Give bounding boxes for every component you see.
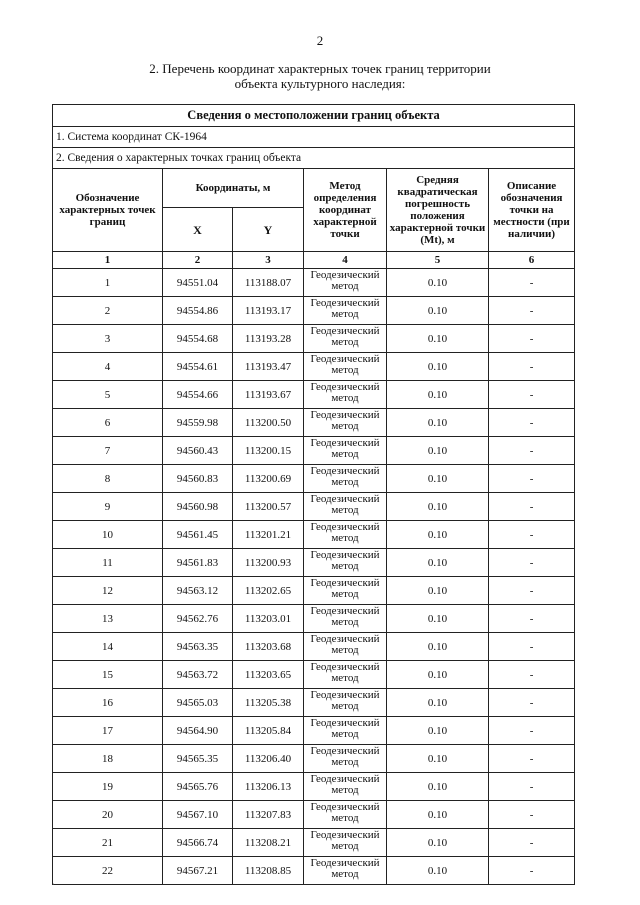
y-coordinate-cell: 113200.57	[233, 493, 304, 521]
table-row	[53, 829, 575, 857]
x-coordinate-cell: 94565.03	[163, 689, 233, 717]
x-coordinate-cell: 94566.74	[163, 829, 233, 857]
method-cell: Геодезический метод	[304, 549, 387, 577]
table-row	[53, 297, 575, 325]
table-row	[53, 437, 575, 465]
point-number-cell: 16	[53, 689, 163, 717]
description-cell: -	[489, 465, 575, 493]
points-info: 2. Сведения о характерных точках границ объекта	[53, 148, 575, 169]
error-cell: 0.10	[387, 297, 489, 325]
table-row	[53, 269, 575, 297]
document-title	[0, 61, 640, 91]
description-cell: -	[489, 297, 575, 325]
table-row	[53, 409, 575, 437]
column-number: 2	[163, 252, 233, 269]
description-cell: -	[489, 801, 575, 829]
table-row	[53, 465, 575, 493]
method-cell: Геодезический метод	[304, 857, 387, 885]
header-method: Метод определения координат характерной точки	[304, 169, 387, 252]
error-cell: 0.10	[387, 493, 489, 521]
table-row	[53, 577, 575, 605]
y-coordinate-cell: 113200.50	[233, 409, 304, 437]
table-row	[53, 745, 575, 773]
x-coordinate-cell: 94560.83	[163, 465, 233, 493]
y-coordinate-cell: 113208.85	[233, 857, 304, 885]
error-cell: 0.10	[387, 773, 489, 801]
y-coordinate-cell: 113193.67	[233, 381, 304, 409]
point-number-cell: 22	[53, 857, 163, 885]
method-cell: Геодезический метод	[304, 829, 387, 857]
error-cell: 0.10	[387, 381, 489, 409]
method-cell: Геодезический метод	[304, 717, 387, 745]
description-cell: -	[489, 269, 575, 297]
description-cell: -	[489, 857, 575, 885]
error-cell: 0.10	[387, 549, 489, 577]
y-coordinate-cell: 113207.83	[233, 801, 304, 829]
point-number-cell: 15	[53, 661, 163, 689]
point-number-cell: 7	[53, 437, 163, 465]
x-coordinate-cell: 94563.35	[163, 633, 233, 661]
x-coordinate-cell: 94561.45	[163, 521, 233, 549]
method-cell: Геодезический метод	[304, 577, 387, 605]
description-cell: -	[489, 493, 575, 521]
point-number-cell: 5	[53, 381, 163, 409]
x-coordinate-cell: 94565.76	[163, 773, 233, 801]
document-title-line-2: объекта культурного наследия:	[234, 76, 406, 91]
error-cell: 0.10	[387, 633, 489, 661]
table-row	[53, 801, 575, 829]
method-cell: Геодезический метод	[304, 353, 387, 381]
point-number-cell: 9	[53, 493, 163, 521]
description-cell: -	[489, 689, 575, 717]
column-number: 6	[489, 252, 575, 269]
error-cell: 0.10	[387, 521, 489, 549]
coordinate-system: 1. Система координат СК-1964	[53, 127, 575, 148]
method-cell: Геодезический метод	[304, 661, 387, 689]
header-y: Y	[233, 208, 304, 252]
table-row	[53, 857, 575, 885]
x-coordinate-cell: 94559.98	[163, 409, 233, 437]
x-coordinate-cell: 94562.76	[163, 605, 233, 633]
y-coordinate-cell: 113203.65	[233, 661, 304, 689]
document-title-line-1: 2. Перечень координат характерных точек границ территории	[149, 61, 491, 76]
x-coordinate-cell: 94554.66	[163, 381, 233, 409]
table-row	[53, 717, 575, 745]
header-designation: Обозначение характерных точек границ	[53, 169, 163, 252]
table-row	[53, 605, 575, 633]
table-row	[53, 325, 575, 353]
description-cell: -	[489, 437, 575, 465]
point-number-cell: 17	[53, 717, 163, 745]
header-description: Описание обозначения точки на местности (при наличии)	[489, 169, 575, 252]
point-number-cell: 11	[53, 549, 163, 577]
error-cell: 0.10	[387, 325, 489, 353]
point-number-cell: 10	[53, 521, 163, 549]
x-coordinate-cell: 94560.98	[163, 493, 233, 521]
description-cell: -	[489, 325, 575, 353]
error-cell: 0.10	[387, 409, 489, 437]
description-cell: -	[489, 409, 575, 437]
method-cell: Геодезический метод	[304, 465, 387, 493]
header-x: X	[163, 208, 233, 252]
error-cell: 0.10	[387, 661, 489, 689]
description-cell: -	[489, 829, 575, 857]
y-coordinate-cell: 113208.21	[233, 829, 304, 857]
description-cell: -	[489, 577, 575, 605]
y-coordinate-cell: 113193.17	[233, 297, 304, 325]
x-coordinate-cell: 94551.04	[163, 269, 233, 297]
method-cell: Геодезический метод	[304, 801, 387, 829]
table-body	[53, 269, 575, 885]
x-coordinate-cell: 94560.43	[163, 437, 233, 465]
x-coordinate-cell: 94567.21	[163, 857, 233, 885]
method-cell: Геодезический метод	[304, 521, 387, 549]
error-cell: 0.10	[387, 801, 489, 829]
method-cell: Геодезический метод	[304, 269, 387, 297]
table-row	[53, 633, 575, 661]
page-number: 2	[316, 33, 324, 48]
y-coordinate-cell: 113205.38	[233, 689, 304, 717]
error-cell: 0.10	[387, 689, 489, 717]
description-cell: -	[489, 745, 575, 773]
x-coordinate-cell: 94564.90	[163, 717, 233, 745]
description-cell: -	[489, 521, 575, 549]
point-number-cell: 12	[53, 577, 163, 605]
error-cell: 0.10	[387, 437, 489, 465]
method-cell: Геодезический метод	[304, 773, 387, 801]
y-coordinate-cell: 113205.84	[233, 717, 304, 745]
x-coordinate-cell: 94561.83	[163, 549, 233, 577]
table-row	[53, 549, 575, 577]
method-cell: Геодезический метод	[304, 325, 387, 353]
column-number: 1	[53, 252, 163, 269]
point-number-cell: 21	[53, 829, 163, 857]
method-cell: Геодезический метод	[304, 689, 387, 717]
method-cell: Геодезический метод	[304, 493, 387, 521]
x-coordinate-cell: 94567.10	[163, 801, 233, 829]
y-coordinate-cell: 113193.28	[233, 325, 304, 353]
x-coordinate-cell: 94563.12	[163, 577, 233, 605]
method-cell: Геодезический метод	[304, 409, 387, 437]
error-cell: 0.10	[387, 857, 489, 885]
error-cell: 0.10	[387, 745, 489, 773]
header-error: Средняя квадратическая погрешность положения характерной точки (Mt), м	[387, 169, 489, 252]
method-cell: Геодезический метод	[304, 633, 387, 661]
description-cell: -	[489, 633, 575, 661]
column-number: 3	[233, 252, 304, 269]
table-row	[53, 493, 575, 521]
description-cell: -	[489, 661, 575, 689]
description-cell: -	[489, 381, 575, 409]
method-cell: Геодезический метод	[304, 745, 387, 773]
point-number-cell: 4	[53, 353, 163, 381]
point-number-cell: 2	[53, 297, 163, 325]
point-number-cell: 6	[53, 409, 163, 437]
error-cell: 0.10	[387, 465, 489, 493]
column-number: 4	[304, 252, 387, 269]
method-cell: Геодезический метод	[304, 437, 387, 465]
y-coordinate-cell: 113203.01	[233, 605, 304, 633]
x-coordinate-cell: 94554.61	[163, 353, 233, 381]
table-row	[53, 773, 575, 801]
y-coordinate-cell: 113203.68	[233, 633, 304, 661]
header-coordinates: Координаты, м	[163, 169, 304, 208]
error-cell: 0.10	[387, 269, 489, 297]
point-number-cell: 3	[53, 325, 163, 353]
point-number-cell: 18	[53, 745, 163, 773]
point-number-cell: 19	[53, 773, 163, 801]
table-row	[53, 381, 575, 409]
error-cell: 0.10	[387, 829, 489, 857]
description-cell: -	[489, 773, 575, 801]
column-number: 5	[387, 252, 489, 269]
footer-mark: ·	[52, 880, 55, 889]
table-row	[53, 661, 575, 689]
error-cell: 0.10	[387, 353, 489, 381]
description-cell: -	[489, 717, 575, 745]
method-cell: Геодезический метод	[304, 605, 387, 633]
description-cell: -	[489, 549, 575, 577]
point-number-cell: 14	[53, 633, 163, 661]
table-row	[53, 353, 575, 381]
y-coordinate-cell: 113206.40	[233, 745, 304, 773]
section-title: Сведения о местоположении границ объекта	[53, 105, 575, 127]
description-cell: -	[489, 353, 575, 381]
error-cell: 0.10	[387, 605, 489, 633]
y-coordinate-cell: 113201.21	[233, 521, 304, 549]
y-coordinate-cell: 113193.47	[233, 353, 304, 381]
table-row	[53, 689, 575, 717]
y-coordinate-cell: 113188.07	[233, 269, 304, 297]
point-number-cell: 20	[53, 801, 163, 829]
x-coordinate-cell: 94563.72	[163, 661, 233, 689]
error-cell: 0.10	[387, 717, 489, 745]
point-number-cell: 8	[53, 465, 163, 493]
method-cell: Геодезический метод	[304, 381, 387, 409]
x-coordinate-cell: 94565.35	[163, 745, 233, 773]
point-number-cell: 13	[53, 605, 163, 633]
coordinates-table	[52, 104, 575, 885]
column-number-row	[53, 252, 575, 269]
y-coordinate-cell: 113206.13	[233, 773, 304, 801]
y-coordinate-cell: 113200.93	[233, 549, 304, 577]
point-number-cell: 1	[53, 269, 163, 297]
method-cell: Геодезический метод	[304, 297, 387, 325]
error-cell: 0.10	[387, 577, 489, 605]
y-coordinate-cell: 113202.65	[233, 577, 304, 605]
x-coordinate-cell: 94554.86	[163, 297, 233, 325]
description-cell: -	[489, 605, 575, 633]
table-row	[53, 521, 575, 549]
x-coordinate-cell: 94554.68	[163, 325, 233, 353]
y-coordinate-cell: 113200.15	[233, 437, 304, 465]
y-coordinate-cell: 113200.69	[233, 465, 304, 493]
